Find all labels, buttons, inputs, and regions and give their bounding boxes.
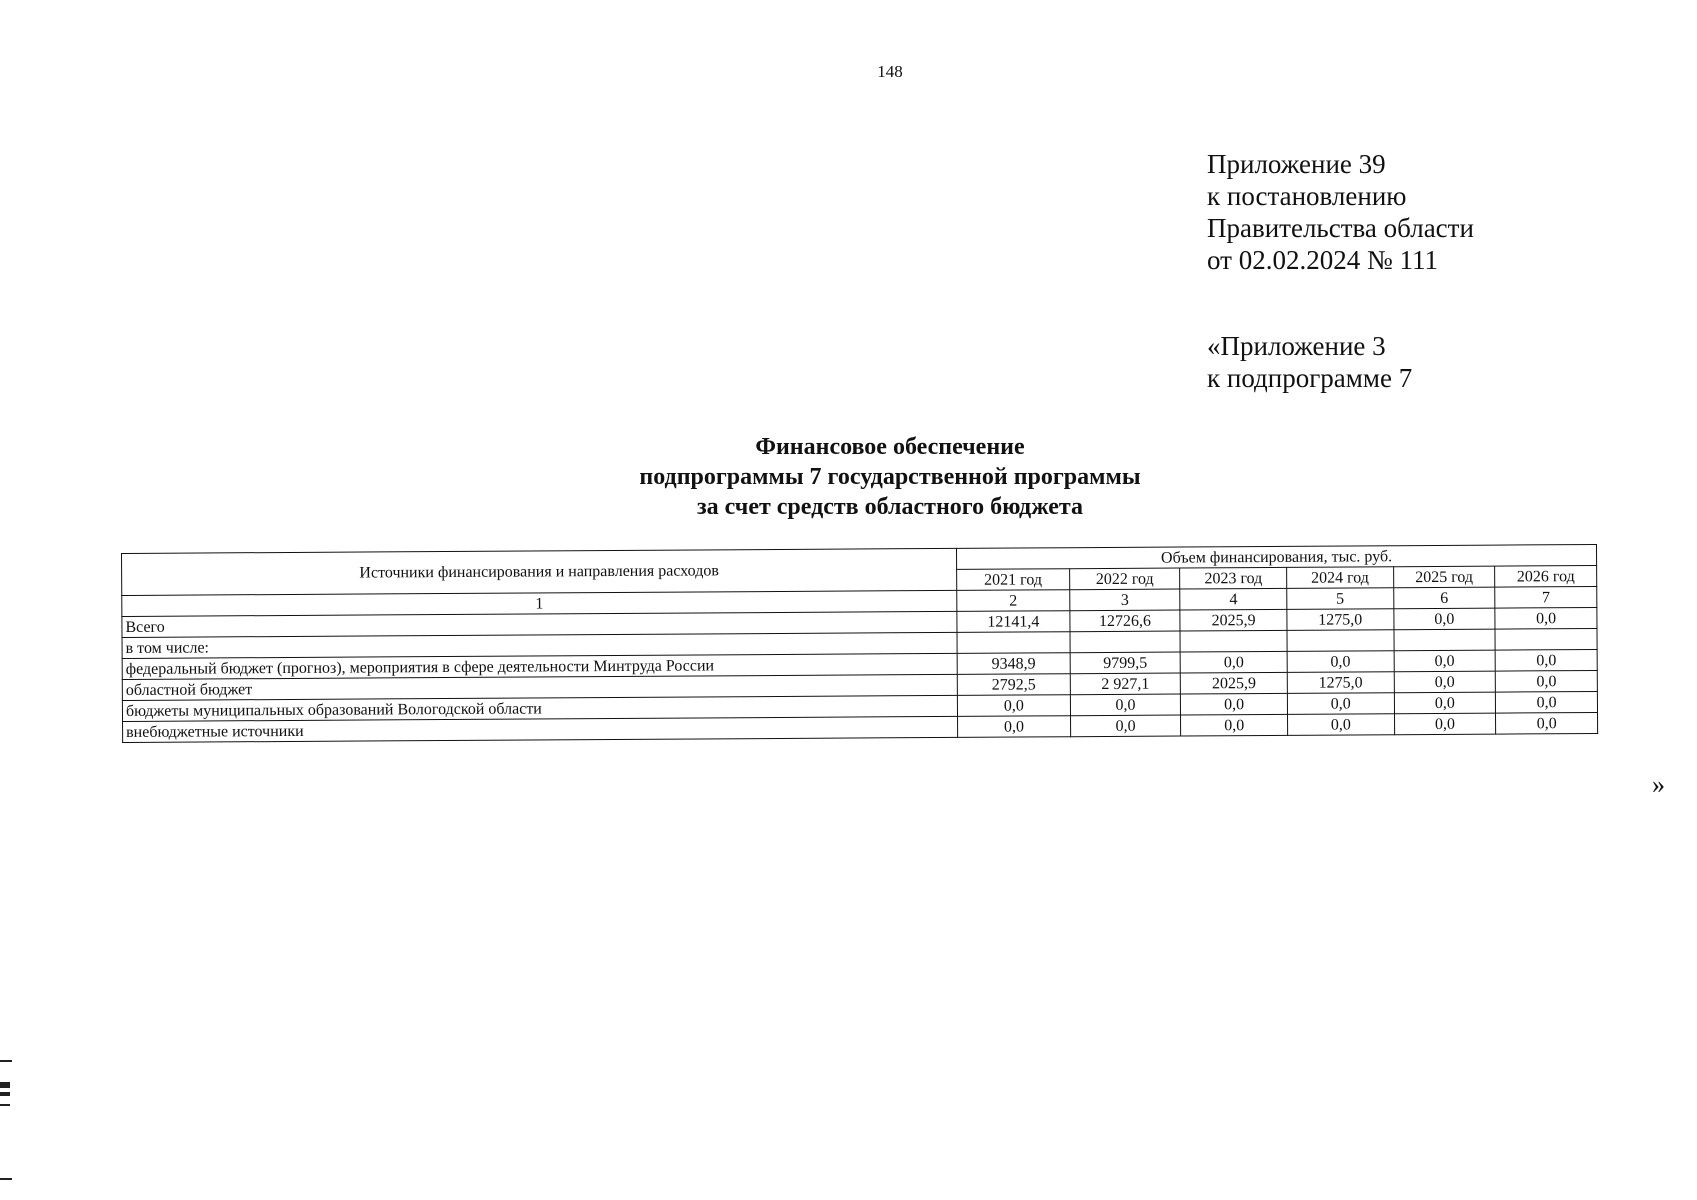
table-cell: 12141,4: [957, 611, 1070, 633]
table-cell: 2025,9: [1181, 672, 1288, 694]
table-cell: 0,0: [1394, 650, 1496, 672]
table-cell: 2792,5: [957, 674, 1070, 696]
page-number: 148: [877, 62, 903, 81]
table-cell: 0,0: [1181, 714, 1288, 736]
year-header: 2021 год: [957, 569, 1070, 591]
column-number: 2: [957, 590, 1070, 612]
table-cell: 0,0: [1394, 671, 1496, 693]
subprogram-appendix-line-2: к подпрограмме 7: [1207, 363, 1413, 393]
year-header: 2023 год: [1180, 567, 1287, 589]
table-cell: [1394, 629, 1496, 651]
table-cell: 0,0: [1070, 715, 1181, 737]
table-cell: 0,0: [957, 695, 1070, 717]
table-cell: [957, 632, 1070, 654]
scan-edge-mark: [0, 1178, 12, 1180]
scan-edge-mark: [0, 1104, 10, 1106]
scan-edge-mark: [0, 1082, 10, 1088]
column-number: 6: [1393, 587, 1495, 609]
table-cell: 0,0: [1287, 693, 1394, 715]
row-label: федеральный бюджет (прогноз), мероприятия в сфере деятельности Минтруда России: [122, 653, 957, 679]
table-cell: 0,0: [1287, 651, 1394, 673]
volume-header: Объем финансирования, тыс. руб.: [957, 544, 1597, 569]
table-cell: 0,0: [1496, 712, 1598, 734]
table-cell: 2 927,1: [1070, 673, 1181, 695]
row-label: областной бюджет: [122, 674, 957, 700]
column-number: 3: [1069, 589, 1180, 611]
appendix-line-3: Правительства области: [1207, 213, 1474, 243]
document-title: [560, 432, 1220, 522]
table-cell: 0,0: [1181, 693, 1288, 715]
year-header: 2026 год: [1495, 565, 1597, 587]
table-cell: 0,0: [1495, 607, 1597, 629]
closing-quote: »: [1652, 770, 1665, 799]
table-cell: 1275,0: [1287, 672, 1394, 694]
table-cell: 2025,9: [1180, 609, 1287, 631]
column-number: 1: [122, 590, 957, 616]
row-label: Всего: [122, 611, 957, 637]
year-header: 2025 год: [1393, 566, 1495, 588]
table-cell: [1287, 630, 1394, 652]
source-column-header: Источники финансирования и направления расходов: [122, 548, 957, 595]
table-cell: 0,0: [1496, 691, 1598, 713]
table-cell: 0,0: [1496, 670, 1598, 692]
column-number: 5: [1287, 588, 1394, 610]
year-header: 2024 год: [1287, 567, 1394, 589]
column-number: 7: [1495, 586, 1597, 608]
table-cell: 0,0: [1394, 692, 1496, 714]
row-label: бюджеты муниципальных образований Вологодской области: [122, 695, 957, 721]
table-cell: 12726,6: [1070, 610, 1181, 632]
scan-edge-mark: [0, 1092, 10, 1096]
table-cell: 0,0: [1394, 608, 1496, 630]
table-cell: 0,0: [1070, 694, 1181, 716]
table-cell: 9348,9: [957, 653, 1070, 675]
year-header: 2022 год: [1069, 568, 1180, 590]
subprogram-appendix-reference: [1207, 330, 1412, 394]
table-cell: 1275,0: [1287, 609, 1394, 631]
appendix-reference: [1207, 148, 1474, 276]
title-line-2: подпрограммы 7 государственной программы: [639, 464, 1141, 490]
table-cell: 0,0: [1495, 649, 1597, 671]
table-cell: 0,0: [1180, 651, 1287, 673]
appendix-line-4: от 02.02.2024 № 111: [1207, 245, 1438, 275]
appendix-line-1: Приложение 39: [1207, 149, 1386, 179]
table-cell: [1070, 631, 1181, 653]
title-line-1: Финансовое обеспечение: [755, 434, 1025, 460]
table-cell: 0,0: [1394, 713, 1496, 735]
table-cell: [1180, 630, 1287, 652]
table-cell: 0,0: [958, 716, 1071, 738]
table-cell: 0,0: [1288, 714, 1395, 736]
appendix-line-2: к постановлению: [1207, 181, 1407, 211]
table-cell: [1495, 628, 1597, 650]
row-label: в том числе:: [122, 632, 957, 658]
scan-edge-mark: [0, 1060, 12, 1062]
table-cell: 9799,5: [1070, 652, 1181, 674]
subprogram-appendix-line-1: «Приложение 3: [1207, 331, 1386, 361]
row-label: внебюджетные источники: [123, 716, 958, 742]
financing-table: [121, 544, 1598, 743]
column-number: 4: [1180, 588, 1287, 610]
title-line-3: за счет средств областного бюджета: [696, 494, 1084, 520]
